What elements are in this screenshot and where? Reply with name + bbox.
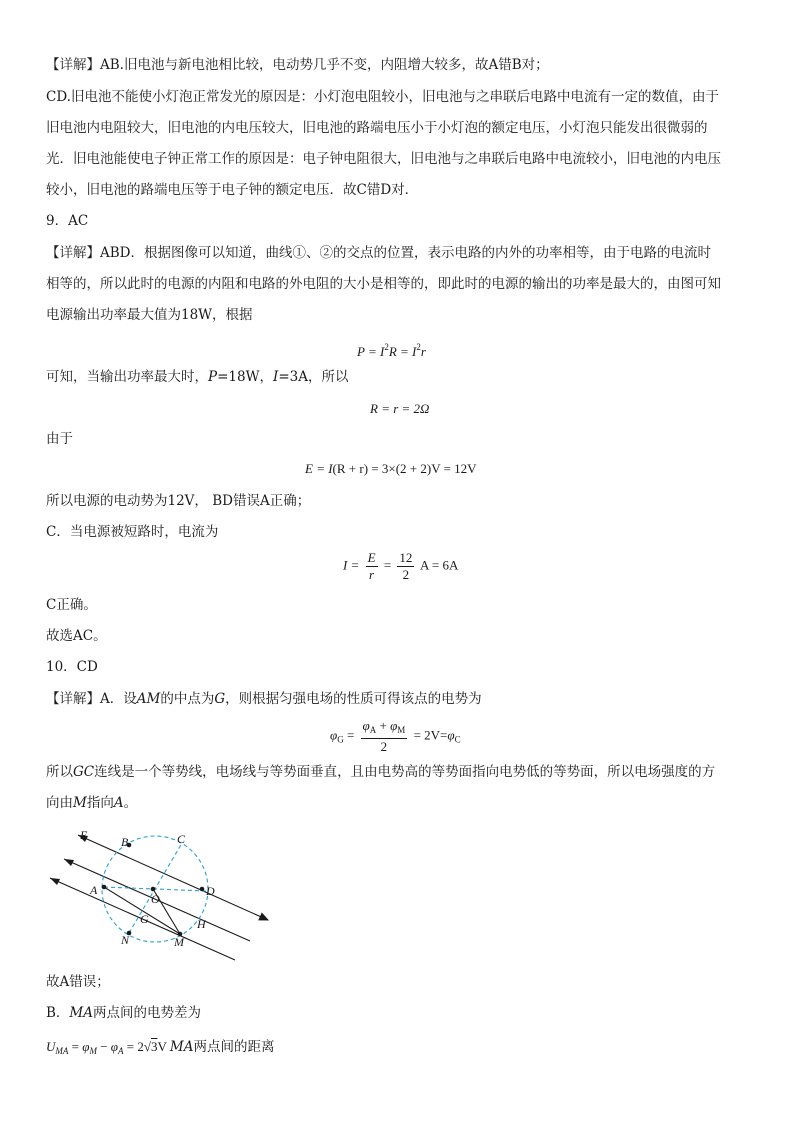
text-line: 【详解】ABD．根据图像可以知道，曲线①、②的交点的位置，表示电路的内外的功率相等，由于电路的电流时 xyxy=(46,245,711,261)
label-a: A xyxy=(90,883,98,897)
equation-resistance: R = r = 2Ω xyxy=(370,401,430,416)
label-m: M xyxy=(174,935,184,949)
electric-field-figure xyxy=(40,822,280,967)
equation-potential-g: $\varphi_G$ = $\frac{\varphi_A + \varphi_M}{2}$ = $2V=\varphi_C$ xyxy=(330,718,461,754)
point-d xyxy=(200,887,205,892)
segment-am xyxy=(104,887,180,934)
text-line: 由于 xyxy=(46,431,73,447)
text-line: 【详解】AB.旧电池与新电池相比较，电动势几乎不变，内阻增大较多，故A错B对； xyxy=(46,57,549,73)
equation-potential-difference: $U_{MA} = \varphi_M - \varphi_A = 2√3V$ MA两点间的距离 xyxy=(46,1039,275,1056)
text-line: 所以电源的电动势为12V， BD错误A正确； xyxy=(46,493,311,509)
text-line: 故选AC。 xyxy=(46,628,107,644)
text-line: 可知，当输出功率最大时，P=18W，I=3A，所以 xyxy=(46,369,349,385)
text-line: 相等的，所以此时的电源的内阻和电路的外电阻的大小是相等的，即此时的电源的输出的功率是最大的，由图可知 xyxy=(46,276,721,292)
text-line: 电源输出功率最大值为18W，根据 xyxy=(46,307,253,323)
point-a xyxy=(102,885,107,890)
answer-number: 9．AC xyxy=(46,213,89,229)
label-b: B xyxy=(121,835,129,849)
label-o: O xyxy=(151,892,160,906)
text-line: 旧电池内电阻较大，旧电池的内电压较大，旧电池的路端电压小于小灯泡的额定电压，小灯泡只能发出很微弱的 xyxy=(46,120,708,136)
label-e: E xyxy=(80,828,88,842)
text-line: 【详解】A．设AM的中点为G，则根据匀强电场的性质可得该点的电势为 xyxy=(46,691,482,707)
text-line: C正确。 xyxy=(46,597,97,613)
label-d: D xyxy=(206,884,215,898)
label-c: C xyxy=(177,832,186,846)
label-g: G xyxy=(140,912,149,926)
label-n: N xyxy=(121,933,130,947)
text-line: B．MA两点间的电势差为 xyxy=(46,1005,201,1021)
equation-emf: E = I(R + r) = 3×(2 + 2)V = 12V xyxy=(305,461,477,476)
text-line: 光．旧电池能使电子钟正常工作的原因是：电子钟电阻很大，旧电池与之串联后电路中电流较小，旧电池的内电压 xyxy=(46,151,721,167)
answer-number: 10．CD xyxy=(46,659,98,675)
equation-short-circuit: I = $\frac{E}{r}$ = $\frac{12}{2}$ A = 6A xyxy=(343,550,459,582)
point-o xyxy=(151,887,156,892)
text-line: 故A错误； xyxy=(46,974,110,990)
dashed-line xyxy=(129,843,182,933)
arrow-head xyxy=(50,878,60,885)
text-line: 向由M指向A。 xyxy=(46,795,138,811)
text-line: 所以GC连线是一个等势线，电场线与等势面垂直，且由电势高的等势面指向电势低的等势面，所以电场强度的方 xyxy=(46,764,716,780)
text-line: CD.旧电池不能使小灯泡正常发光的原因是：小灯泡电阻较小，旧电池与之串联后电路中电流有一定的数值，由于 xyxy=(46,89,719,105)
arrow-head xyxy=(64,859,74,866)
equation-power: $P = I^2R = I^2r$ xyxy=(357,342,426,359)
text-line: 较小，旧电池的路端电压等于电子钟的额定电压．故C错D对． xyxy=(46,182,419,198)
text-line: C．当电源被短路时，电流为 xyxy=(46,524,219,540)
label-h: H xyxy=(197,917,206,931)
